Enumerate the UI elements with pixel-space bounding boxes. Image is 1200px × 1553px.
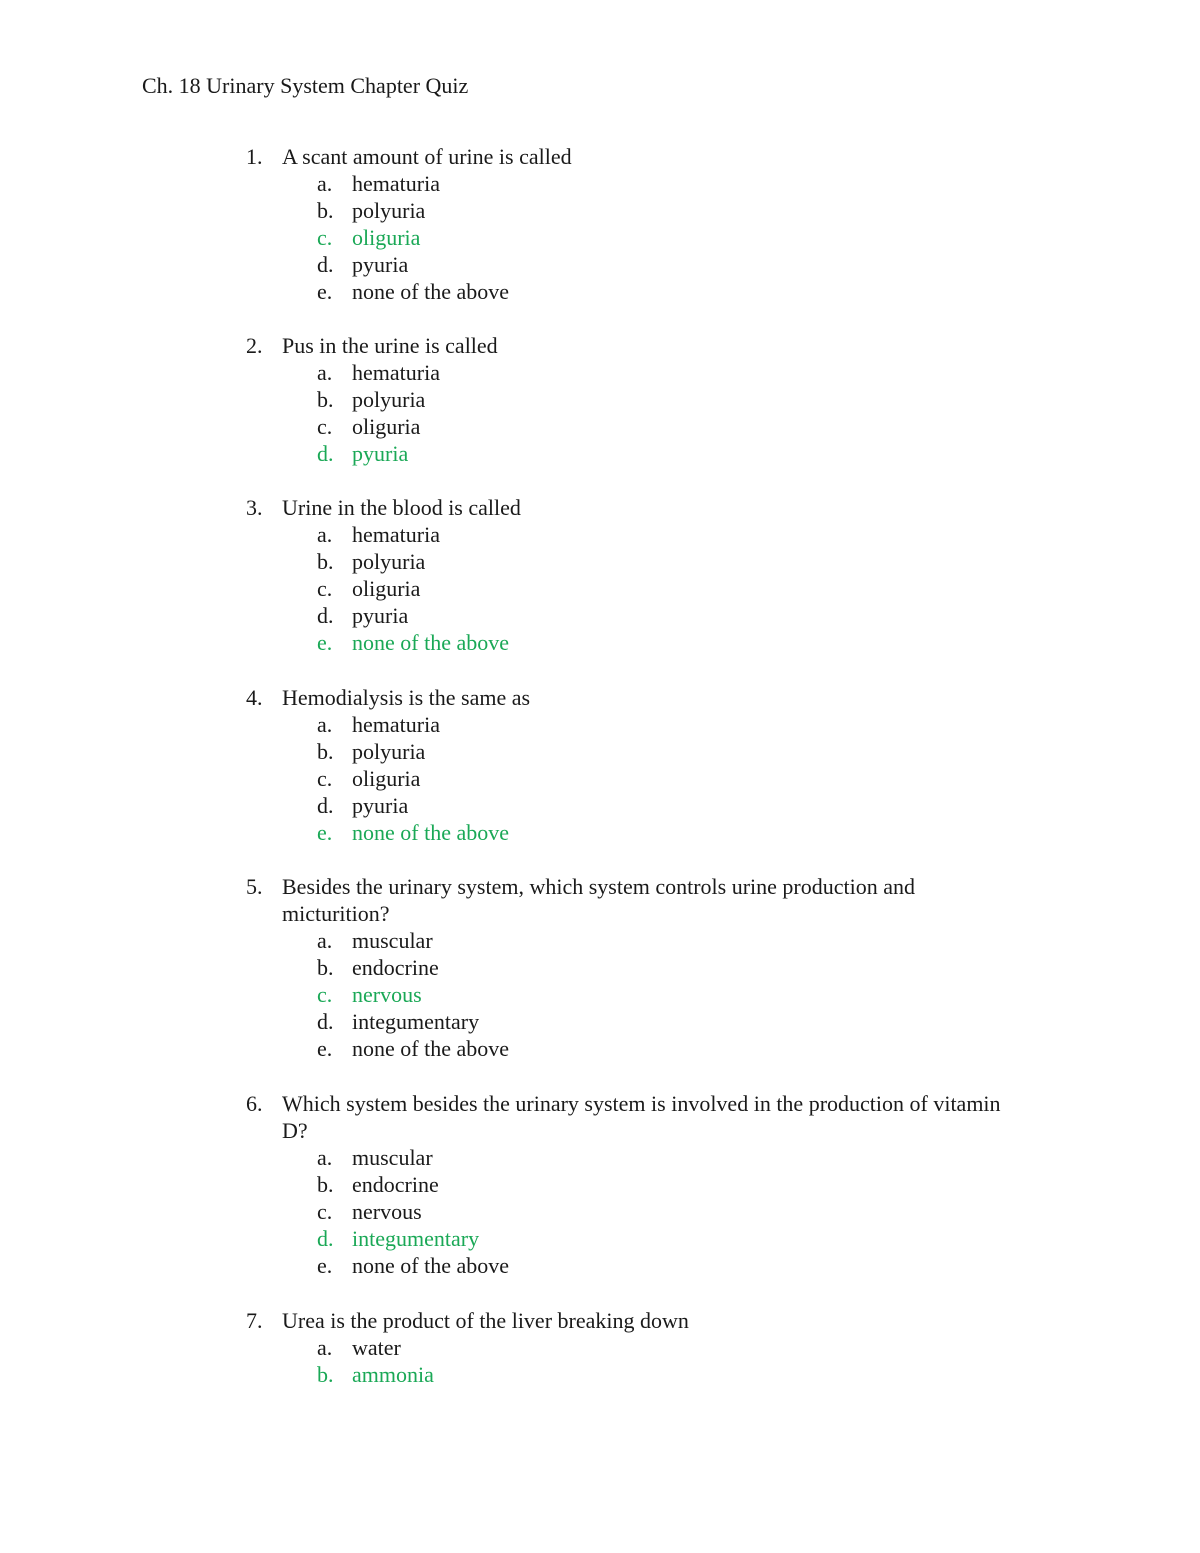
document-title: Ch. 18 Urinary System Chapter Quiz — [142, 73, 469, 98]
option-text: hematuria — [352, 522, 440, 547]
option-text: pyuria — [352, 441, 409, 466]
option-letter: d. — [317, 793, 334, 818]
question-1 — [0, 143, 1200, 305]
answer-option — [0, 1171, 1200, 1198]
question-text: Which system besides the urinary system is involved in the production of vitamin — [282, 1091, 1001, 1116]
answer-option — [0, 927, 1200, 954]
option-text: none of the above — [352, 630, 509, 655]
question-text: micturition? — [282, 901, 390, 926]
answer-option — [0, 251, 1200, 278]
option-letter: c. — [317, 1199, 333, 1224]
answer-option — [0, 1334, 1200, 1361]
option-text: nervous — [352, 982, 422, 1007]
answer-option — [0, 602, 1200, 629]
question-text: D? — [282, 1118, 308, 1143]
option-letter: d. — [317, 603, 334, 628]
answer-option — [0, 1035, 1200, 1062]
option-letter: d. — [317, 1009, 334, 1034]
question-text: A scant amount of urine is called — [282, 144, 572, 169]
option-letter: b. — [317, 1362, 334, 1387]
question-6 — [0, 1090, 1200, 1279]
question-line — [0, 684, 1200, 711]
answer-option — [0, 170, 1200, 197]
question-line — [0, 332, 1200, 359]
question-text: Urea is the product of the liver breaking down — [282, 1308, 689, 1333]
answer-option — [0, 197, 1200, 224]
answer-option — [0, 548, 1200, 575]
option-letter: b. — [317, 549, 334, 574]
option-text: none of the above — [352, 1253, 509, 1278]
question-number: 1. — [246, 144, 263, 169]
option-text: water — [352, 1335, 401, 1360]
answer-option — [0, 1198, 1200, 1225]
option-letter: b. — [317, 1172, 334, 1197]
question-line — [0, 494, 1200, 521]
option-letter: d. — [317, 252, 334, 277]
question-line — [0, 900, 1200, 927]
option-letter: a. — [317, 171, 333, 196]
option-text: muscular — [352, 928, 433, 953]
question-2 — [0, 332, 1200, 467]
answer-option — [0, 413, 1200, 440]
option-text: polyuria — [352, 549, 426, 574]
question-text: Hemodialysis is the same as — [282, 685, 531, 710]
question-number: 2. — [246, 333, 263, 358]
answer-option — [0, 386, 1200, 413]
option-letter: b. — [317, 955, 334, 980]
option-letter: b. — [317, 198, 334, 223]
question-3 — [0, 494, 1200, 656]
option-text: hematuria — [352, 360, 440, 385]
option-text: none of the above — [352, 820, 509, 845]
answer-option — [0, 1008, 1200, 1035]
option-letter: e. — [317, 279, 333, 304]
option-letter: a. — [317, 1335, 333, 1360]
answer-option — [0, 521, 1200, 548]
option-letter: a. — [317, 1145, 333, 1170]
option-text: pyuria — [352, 252, 409, 277]
answer-option — [0, 575, 1200, 602]
option-letter: e. — [317, 1036, 333, 1061]
answer-option-correct — [0, 981, 1200, 1008]
option-letter: b. — [317, 387, 334, 412]
answer-option — [0, 278, 1200, 305]
answer-option — [0, 792, 1200, 819]
option-letter: e. — [317, 1253, 333, 1278]
option-text: ammonia — [352, 1362, 434, 1387]
answer-option — [0, 738, 1200, 765]
option-text: oliguria — [352, 576, 421, 601]
answer-option — [0, 1144, 1200, 1171]
question-number: 3. — [246, 495, 263, 520]
option-text: none of the above — [352, 1036, 509, 1061]
option-text: integumentary — [352, 1226, 480, 1251]
option-text: hematuria — [352, 712, 440, 737]
answer-option-correct — [0, 440, 1200, 467]
option-text: hematuria — [352, 171, 440, 196]
question-line — [0, 143, 1200, 170]
question-number: 4. — [246, 685, 263, 710]
question-line — [0, 1090, 1200, 1117]
answer-option-correct — [0, 224, 1200, 251]
question-7 — [0, 1307, 1200, 1388]
option-text: oliguria — [352, 225, 421, 250]
option-letter: a. — [317, 360, 333, 385]
option-letter: d. — [317, 441, 334, 466]
option-letter: c. — [317, 982, 333, 1007]
option-letter: a. — [317, 712, 333, 737]
option-text: none of the above — [352, 279, 509, 304]
option-letter: c. — [317, 414, 333, 439]
answer-option — [0, 711, 1200, 738]
question-number: 5. — [246, 874, 263, 899]
option-text: pyuria — [352, 603, 409, 628]
option-text: nervous — [352, 1199, 422, 1224]
answer-option-correct — [0, 1361, 1200, 1388]
question-text: Pus in the urine is called — [282, 333, 498, 358]
option-letter: c. — [317, 766, 333, 791]
option-letter: c. — [317, 225, 333, 250]
option-text: polyuria — [352, 739, 426, 764]
question-line — [0, 1117, 1200, 1144]
option-text: polyuria — [352, 198, 426, 223]
option-text: oliguria — [352, 414, 421, 439]
option-text: endocrine — [352, 955, 439, 980]
option-letter: a. — [317, 522, 333, 547]
answer-option — [0, 765, 1200, 792]
question-text: Urine in the blood is called — [282, 495, 521, 520]
answer-option — [0, 359, 1200, 386]
question-number: 6. — [246, 1091, 263, 1116]
option-text: integumentary — [352, 1009, 480, 1034]
question-number: 7. — [246, 1308, 263, 1333]
answer-option-correct — [0, 1225, 1200, 1252]
option-text: pyuria — [352, 793, 409, 818]
option-letter: d. — [317, 1226, 334, 1251]
option-text: oliguria — [352, 766, 421, 791]
answer-option — [0, 1252, 1200, 1279]
question-line — [0, 873, 1200, 900]
answer-option-correct — [0, 629, 1200, 656]
answer-option — [0, 954, 1200, 981]
question-4 — [0, 684, 1200, 846]
question-5 — [0, 873, 1200, 1062]
question-text: Besides the urinary system, which system controls urine production and — [282, 874, 915, 899]
answer-option-correct — [0, 819, 1200, 846]
question-line — [0, 1307, 1200, 1334]
option-letter: e. — [317, 630, 333, 655]
option-letter: c. — [317, 576, 333, 601]
option-text: polyuria — [352, 387, 426, 412]
option-text: endocrine — [352, 1172, 439, 1197]
option-letter: a. — [317, 928, 333, 953]
option-letter: e. — [317, 820, 333, 845]
option-text: muscular — [352, 1145, 433, 1170]
option-letter: b. — [317, 739, 334, 764]
